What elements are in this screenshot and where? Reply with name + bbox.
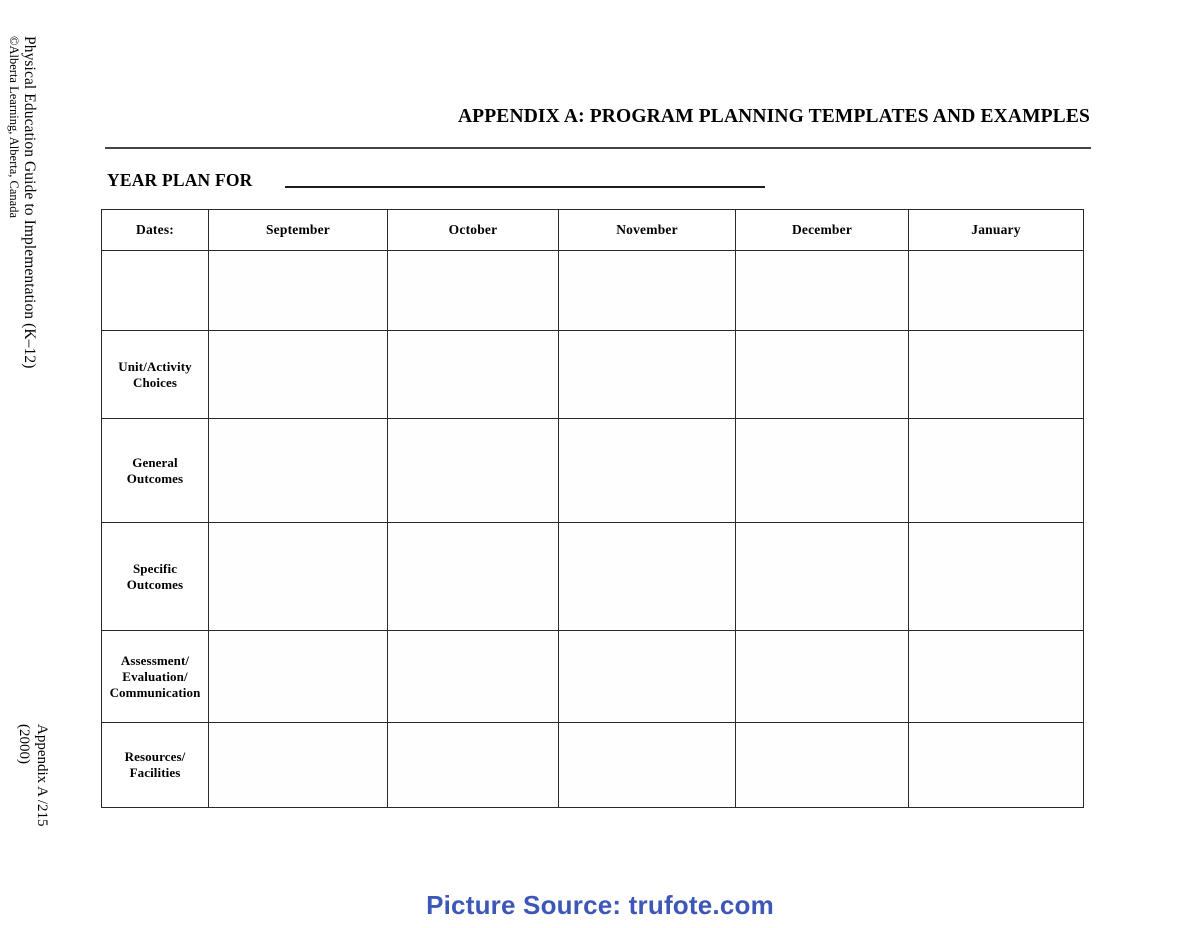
year-plan-label: YEAR PLAN FOR — [107, 170, 253, 190]
cell-general-outcomes-september[interactable] — [209, 419, 388, 523]
row-label-line: Specific — [132, 560, 178, 576]
row-label-line: Outcomes — [126, 576, 184, 592]
column-header-september: September — [209, 210, 388, 251]
cell-unit-activity-september[interactable] — [209, 331, 388, 419]
column-header-december: December — [736, 210, 909, 251]
cell-dimension-september[interactable] — [209, 251, 388, 331]
table-row — [102, 723, 1084, 808]
row-label-line: Communication — [109, 684, 201, 700]
side-footer-appendix: Appendix A /215 — [34, 724, 50, 827]
cell-resources-november[interactable] — [559, 723, 736, 808]
row-label-line: General — [132, 454, 178, 470]
source-credit: Picture Source: trufote.com — [426, 890, 774, 920]
side-footer-year: (2000) — [16, 724, 32, 764]
column-header-october: October — [388, 210, 559, 251]
cell-general-outcomes-october[interactable] — [388, 419, 559, 523]
cell-specific-outcomes-october[interactable] — [388, 523, 559, 631]
cell-dimension-october[interactable] — [388, 251, 559, 331]
row-label-assessment-evaluation-communication — [102, 631, 209, 723]
table-row — [102, 631, 1084, 723]
header-divider — [105, 147, 1091, 149]
side-margin-copyright: ©Alberta Learning, Alberta, Canada — [7, 36, 21, 218]
row-label-line: Resources/ — [124, 749, 186, 764]
cell-assessment-december[interactable] — [736, 631, 909, 723]
cell-general-outcomes-december[interactable] — [736, 419, 909, 523]
cell-general-outcomes-january[interactable] — [909, 419, 1084, 523]
row-label-specific-outcomes — [102, 523, 209, 631]
row-label-unit-activity-choices — [102, 331, 209, 419]
cell-dimension-december[interactable] — [736, 251, 909, 331]
row-label-line: Choices — [132, 374, 178, 390]
column-header-january: January — [909, 210, 1084, 251]
table-row — [102, 251, 1084, 331]
year-plan-blank-field[interactable] — [285, 186, 765, 188]
cell-unit-activity-december[interactable] — [736, 331, 909, 419]
cell-assessment-october[interactable] — [388, 631, 559, 723]
row-label-dimension — [102, 251, 209, 331]
year-plan-table — [101, 209, 1084, 808]
table-body — [102, 251, 1084, 808]
row-label-line: Assessment/ — [120, 652, 190, 668]
table-row — [102, 331, 1084, 419]
side-margin-title: Physical Education Guide to Implementation (K–12) — [21, 36, 38, 369]
table-row — [102, 419, 1084, 523]
cell-unit-activity-november[interactable] — [559, 331, 736, 419]
cell-resources-october[interactable] — [388, 723, 559, 808]
page-title: APPENDIX A: PROGRAM PLANNING TEMPLATES AND EXAMPLES — [457, 106, 1090, 127]
cell-specific-outcomes-january[interactable] — [909, 523, 1084, 631]
cell-specific-outcomes-november[interactable] — [559, 523, 736, 631]
cell-dimension-november[interactable] — [559, 251, 736, 331]
table-row — [102, 523, 1084, 631]
side-footer-text — [10, 724, 50, 904]
column-header-november: November — [559, 210, 736, 251]
row-label-general-outcomes — [102, 419, 209, 523]
cell-specific-outcomes-september[interactable] — [209, 523, 388, 631]
cell-dimension-january[interactable] — [909, 251, 1084, 331]
row-label-line: Outcomes — [126, 470, 184, 486]
cell-assessment-november[interactable] — [559, 631, 736, 723]
row-label-line: Facilities — [129, 765, 181, 780]
cell-specific-outcomes-december[interactable] — [736, 523, 909, 631]
row-label-line: Unit/Activity — [118, 358, 192, 374]
cell-unit-activity-january[interactable] — [909, 331, 1084, 419]
row-label-resources-facilities — [102, 723, 209, 808]
year-plan-row — [107, 170, 807, 194]
cell-resources-december[interactable] — [736, 723, 909, 808]
column-header-dates: Dates: — [102, 210, 209, 251]
cell-general-outcomes-november[interactable] — [559, 419, 736, 523]
cell-assessment-january[interactable] — [909, 631, 1084, 723]
cell-resources-january[interactable] — [909, 723, 1084, 808]
side-margin-text — [0, 36, 38, 506]
cell-unit-activity-october[interactable] — [388, 331, 559, 419]
cell-resources-september[interactable] — [209, 723, 388, 808]
cell-assessment-september[interactable] — [209, 631, 388, 723]
row-label-line: Evaluation/ — [122, 668, 188, 684]
table-header-row — [102, 210, 1084, 251]
